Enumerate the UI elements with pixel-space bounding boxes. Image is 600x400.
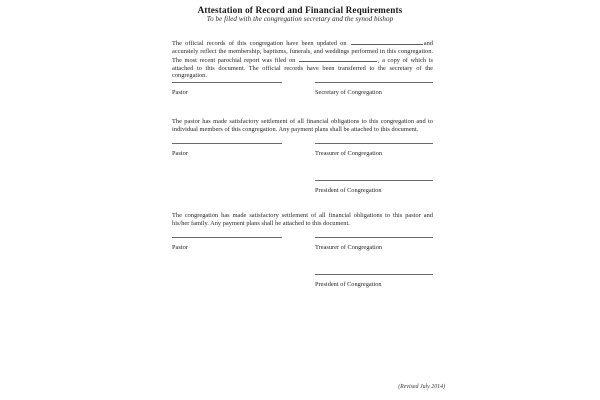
signature-rule[interactable]	[172, 237, 282, 238]
signature-rule[interactable]	[315, 180, 433, 181]
signature-secretary-records[interactable]	[315, 82, 433, 96]
signature-rule[interactable]	[172, 143, 282, 144]
signature-label: Pastor	[172, 88, 188, 96]
records-sentence-part-1: The official records of this congregation have been updated on	[172, 40, 347, 47]
paragraph-records-attestation	[172, 38, 433, 80]
page-subtitle: To be filed with the congregation secretary and the synod bishop	[206, 15, 394, 23]
signature-rule[interactable]	[315, 82, 433, 83]
records-sentence-part-2: and accurately reflect the membership, baptisms, funerals, and weddings performed in this congregation. The most recent parochial report was filed on	[172, 40, 433, 65]
signature-rule[interactable]	[315, 143, 433, 144]
parochial-report-date-field[interactable]	[299, 55, 377, 62]
signature-rule[interactable]	[315, 237, 433, 238]
signature-pastor-settlement[interactable]	[172, 143, 282, 157]
signature-rule[interactable]	[172, 82, 282, 83]
signature-treasurer-settlement[interactable]	[315, 143, 433, 157]
page-title: Attestation of Record and Financial Requirements	[197, 5, 403, 15]
paragraph-congregation-settlement	[172, 212, 433, 227]
signature-president-congregation[interactable]	[315, 274, 433, 288]
signature-label: Treasurer of Congregation	[315, 243, 383, 251]
records-sentence-part-3: , a copy of which is attached to this document. The official records have been transferred to the secretary of the congregation.	[172, 57, 433, 80]
signature-label: President of Congregation	[315, 186, 382, 194]
signature-label: Pastor	[172, 149, 188, 157]
signature-label: Secretary of Congregation	[315, 88, 382, 96]
signature-label: Pastor	[172, 243, 188, 251]
signature-label: President of Congregation	[315, 280, 382, 288]
revision-note: (Revised July 2014)	[398, 384, 445, 390]
records-updated-date-field[interactable]	[351, 38, 423, 45]
signature-pastor-congregation[interactable]	[172, 237, 282, 251]
signature-treasurer-congregation[interactable]	[315, 237, 433, 251]
signature-president-settlement[interactable]	[315, 180, 433, 194]
paragraph-pastor-settlement	[172, 118, 433, 133]
signature-label: Treasurer of Congregation	[315, 149, 383, 157]
signature-pastor-records[interactable]	[172, 82, 282, 96]
signature-rule[interactable]	[315, 274, 433, 275]
pastor-settlement-text: The pastor has made satisfactory settlement of all financial obligations to this congregation and to individual members of this congregation. Any payment plans shall be attached to this document.	[172, 118, 433, 133]
congregation-settlement-text: The congregation has made satisfactory settlement of all financial obligations to this pastor and his/her family. Any payment plans shall be attached to this document.	[172, 212, 433, 227]
